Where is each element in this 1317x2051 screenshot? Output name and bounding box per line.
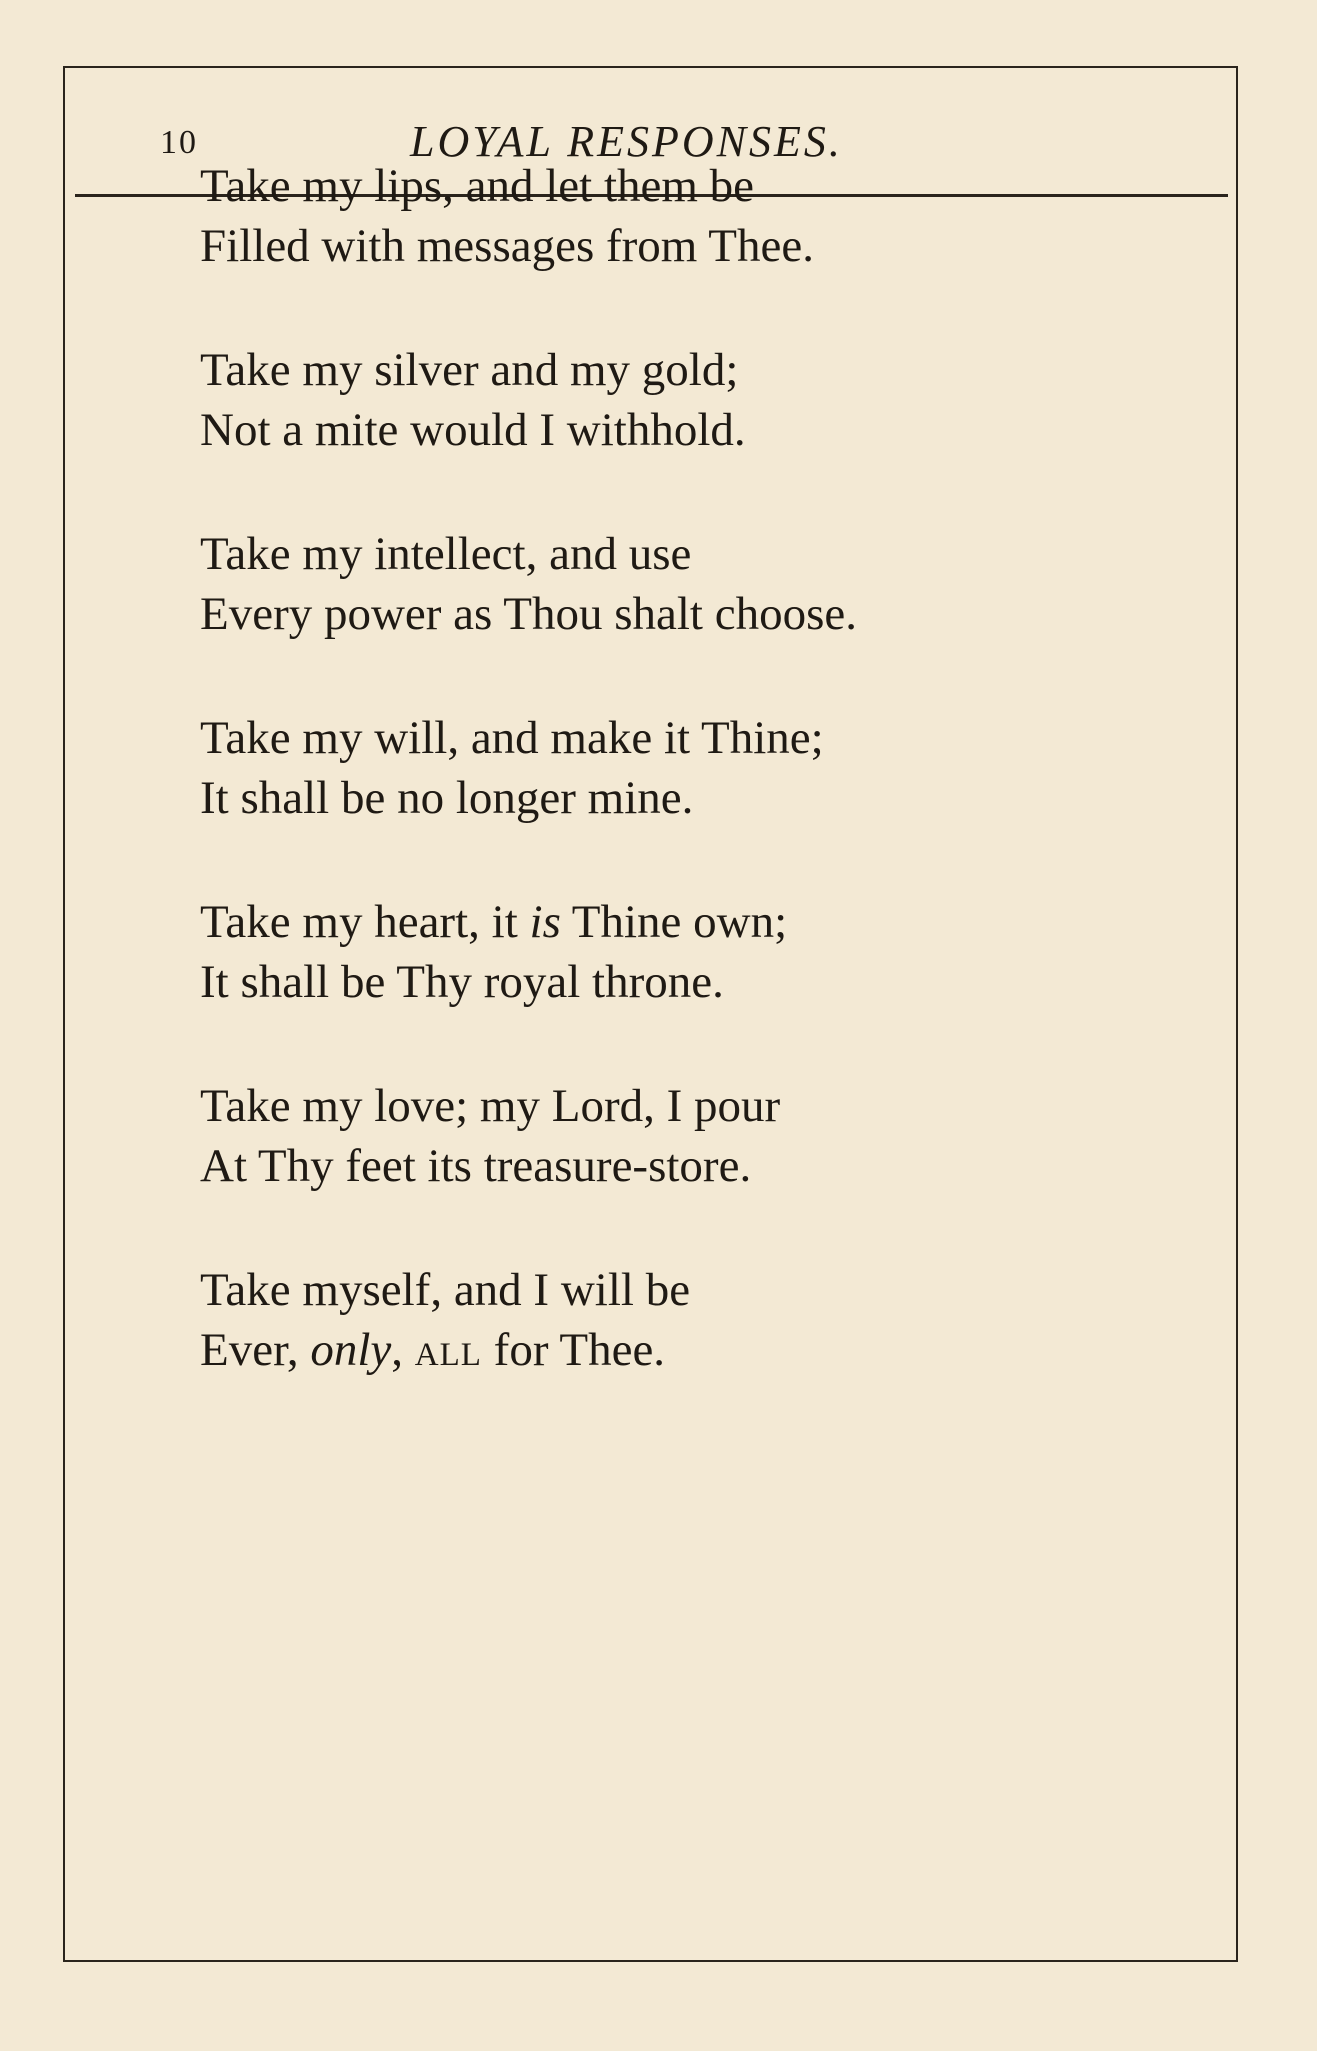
stanza-1 <box>200 156 1100 276</box>
running-title: LOYAL RESPONSES. <box>410 117 843 166</box>
stanza-5 <box>200 892 1100 1012</box>
line-text: , <box>391 1324 415 1376</box>
poem <box>200 156 1100 1444</box>
poem-line: Take my love; my Lord, I pour <box>200 1080 781 1132</box>
line-text: for Thee. <box>481 1324 666 1376</box>
poem-line: Take my lips, and let them be <box>200 160 755 212</box>
page-number: 10 <box>160 124 198 161</box>
small-caps-text: all <box>414 1324 482 1376</box>
poem-line <box>200 892 1100 952</box>
stanza-4 <box>200 708 1100 828</box>
poem-line: Take my silver and my gold; <box>200 344 739 396</box>
stanza-6 <box>200 1076 1100 1196</box>
poem-line: Take my intellect, and use <box>200 528 692 580</box>
stanza-7 <box>200 1260 1100 1380</box>
emphasis: only <box>310 1324 392 1376</box>
poem-line <box>200 1320 1100 1380</box>
poem-line: Take my will, and make it Thine; <box>200 712 824 764</box>
line-text: Thine own; <box>560 896 788 948</box>
emphasis: is <box>529 896 561 948</box>
line-text: Ever, <box>200 1324 311 1376</box>
poem-line: It shall be Thy royal throne. <box>200 956 724 1008</box>
stanza-3 <box>200 524 1100 644</box>
poem-line: Every power as Thou shalt choose. <box>200 588 857 640</box>
poem-line: Take myself, and I will be <box>200 1264 691 1316</box>
poem-line: It shall be no longer mine. <box>200 772 694 824</box>
line-text: Take my heart, it <box>200 896 530 948</box>
stanza-2 <box>200 340 1100 460</box>
poem-line: Not a mite would I withhold. <box>200 404 746 456</box>
poem-line: Filled with messages from Thee. <box>200 220 814 272</box>
poem-line: At Thy feet its treasure-store. <box>200 1140 752 1192</box>
